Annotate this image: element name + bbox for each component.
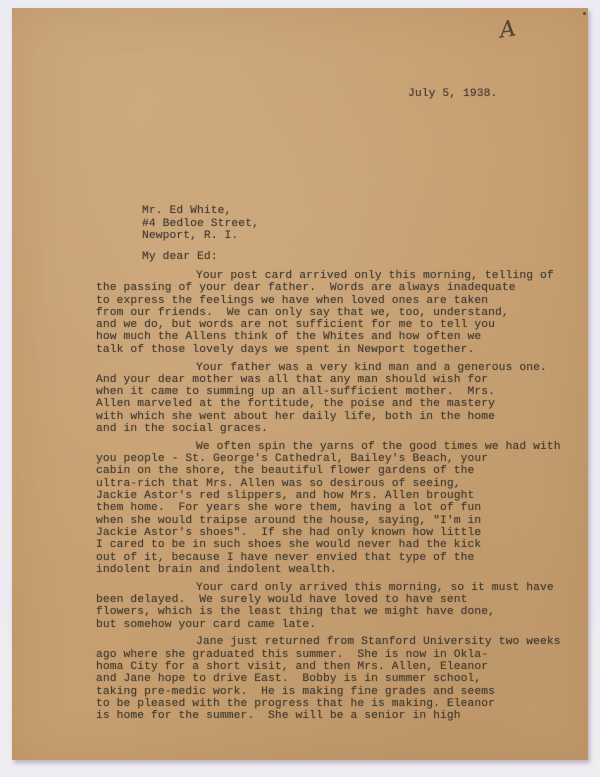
letter-line: Your post card arrived only this morning, telling of bbox=[196, 270, 554, 282]
letter-line: and in the social graces. bbox=[96, 423, 268, 436]
paragraph bbox=[96, 440, 561, 576]
letter-line: is home for the summer. She will be a senior in high bbox=[96, 710, 461, 723]
letter-line: We often spin the yarns of the good times we had with bbox=[196, 440, 561, 453]
letter-line: ultra-rich that Mrs. Allen was so desirous of seeing, bbox=[96, 477, 461, 490]
letter-line: out of it, because I have never envied that type of the bbox=[96, 551, 475, 564]
letter-line: taking pre-medic work. He is making fine grades and seems bbox=[96, 685, 495, 698]
letter-line: Jackie Astor's shoes". If she had only known how little bbox=[96, 526, 482, 539]
address-line: Newport, R. I. bbox=[142, 230, 239, 243]
letter-line: when she would traipse around the house, saying, "I'm in bbox=[96, 514, 482, 527]
letter-line: homa City for a short visit, and then Mrs. Allen, Eleanor bbox=[96, 660, 489, 673]
recipient-address bbox=[142, 205, 259, 243]
letter-line: them home. For years she wore them, having a lot of fun bbox=[96, 502, 482, 515]
salutation: My dear Ed: bbox=[142, 251, 218, 263]
letter-line: and we do, but words are not sufficient for me to tell you bbox=[96, 319, 495, 332]
paragraph bbox=[96, 361, 547, 436]
address-line: #4 Bedloe Street, bbox=[142, 217, 259, 230]
paper-corner-speck bbox=[583, 12, 586, 15]
letter-line: to be pleased with the progress that he is making. Eleanor bbox=[96, 697, 495, 710]
letter-page bbox=[12, 8, 588, 760]
letter-line: Your father was a very kind man and a generous one. bbox=[196, 361, 547, 374]
letter-line: to express the feelings we have when loved ones are taken bbox=[96, 294, 489, 307]
handwritten-annotation: A bbox=[497, 16, 518, 44]
address-line: Mr. Ed White, bbox=[142, 205, 232, 217]
letter-line: but somehow your card came late. bbox=[96, 618, 317, 631]
letter-line: cabin on the shore, the beautiful flower gardens of the bbox=[96, 465, 475, 478]
letter-line: Jane just returned from Stanford University two weeks bbox=[196, 636, 561, 649]
letter-line: and Jane hope to drive East. Bobby is in summer school, bbox=[96, 673, 482, 686]
letter-line: the passing of your dear father. Words are always inadequate bbox=[96, 282, 516, 295]
letter-line: been delayed. We surely would have loved to have sent bbox=[96, 593, 468, 606]
letter-body bbox=[96, 270, 561, 728]
paragraph bbox=[96, 270, 554, 356]
letter-line: Your card only arrived this morning, so it must have bbox=[196, 581, 554, 594]
letter-line: how much the Allens think of the Whites and how often we bbox=[96, 331, 482, 344]
letter-line: with which she went about her daily life, both in the home bbox=[96, 410, 495, 423]
letter-line: Jackie Astor's red slippers, and how Mrs. Allen brought bbox=[96, 490, 475, 503]
letter-line: flowers, which is the least thing that we might have done, bbox=[96, 606, 495, 619]
letter-line: And your dear mother was all that any man should wish for bbox=[96, 373, 489, 386]
letter-date: July 5, 1938. bbox=[408, 88, 498, 100]
letter-line: Allen marveled at the fortitude, the poise and the mastery bbox=[96, 398, 495, 411]
letter-line: ago where she graduated this summer. She is now in Okla- bbox=[96, 648, 489, 661]
letter-line: from our friends. We can only say that we, too, understand, bbox=[96, 306, 509, 319]
letter-line: when it came to summing up an all-sufficient mother. Mrs. bbox=[96, 386, 495, 399]
letter-line: I cared to be in such shoes she would never had the kick bbox=[96, 539, 482, 552]
paragraph bbox=[96, 636, 561, 723]
letter-line: you people - St. George's Cathedral, Bailey's Beach, your bbox=[96, 453, 489, 466]
paragraph bbox=[96, 581, 554, 631]
letter-line: indolent brain and indolent wealth. bbox=[96, 563, 337, 576]
letter-line: talk of those lovely days we spent in Newport together. bbox=[96, 343, 475, 356]
